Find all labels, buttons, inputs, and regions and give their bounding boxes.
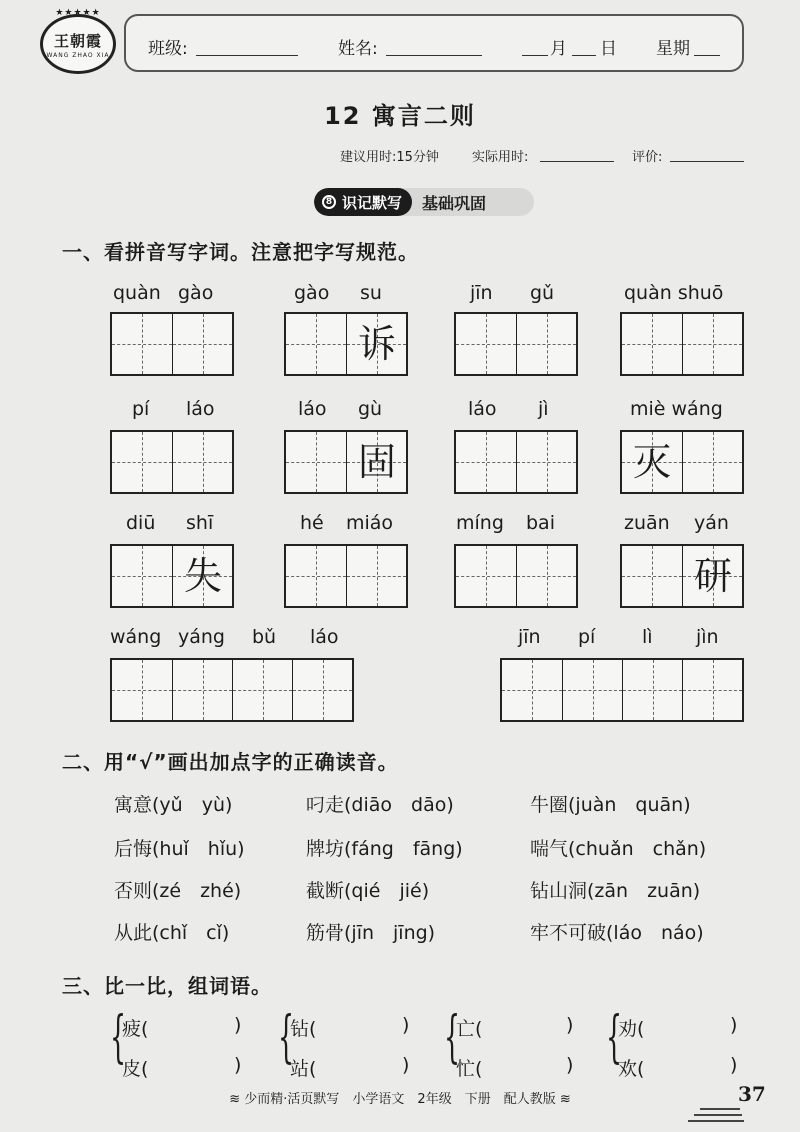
section2-heading: 二、用“√”画出加点字的正确读音。 [62,750,399,774]
pinyin: su [360,282,382,304]
footer-decoration [694,1114,742,1116]
class-label: 班级: [148,39,188,59]
pronunciation-item[interactable]: 截断(qié jié) [306,880,430,902]
close-paren: ) [566,1054,574,1076]
student-info-box [124,14,744,72]
pinyin: quàn shuō [624,282,724,304]
actual-time-field[interactable] [540,160,614,162]
badge-dark [314,188,412,216]
pronunciation-item[interactable]: 钻山洞(zān zuān) [530,880,701,902]
grid-cell[interactable] [682,314,742,374]
pronunciation-item[interactable]: 从此(chǐ cǐ) [114,922,230,944]
day-field[interactable] [572,54,596,56]
writing-grid[interactable] [284,544,408,608]
pinyin: jì [538,398,549,420]
pinyin: láo [310,626,339,648]
suggested-time: 建议用时:15分钟 [340,150,439,165]
logo-stars: ★★★★★ [55,8,101,18]
pinyin: wáng [110,626,162,648]
page-title: 12 寓言二则 [324,102,476,130]
pinyin: diū [126,512,156,534]
pinyin: bai [526,512,555,534]
grid-cell[interactable] [286,432,346,492]
pronunciation-item[interactable]: 寓意(yǔ yù) [114,794,233,816]
grid-cell[interactable] [286,314,346,374]
weekday-field[interactable] [694,54,720,56]
month-label: 月 [550,39,567,59]
pinyin: gào [178,282,214,304]
writing-grid[interactable] [284,312,408,376]
grid-cell[interactable] [112,314,172,374]
pinyin: bǔ [252,626,277,648]
grid-cell[interactable] [562,660,622,720]
pinyin: jīn [518,626,541,648]
pinyin: shī [186,512,214,534]
grid-cell[interactable]: 诉 [346,314,406,374]
grid-cell[interactable] [622,660,682,720]
word-pair-char: 疲( [122,1018,149,1040]
writing-grid[interactable] [454,544,578,608]
writing-grid[interactable] [110,658,354,722]
badge-dark-label: 识记默写 [342,193,403,212]
grid-cell[interactable] [682,660,742,720]
grid-cell[interactable] [622,546,682,606]
word-pair-char: 亡( [456,1018,483,1040]
close-paren: ) [234,1054,242,1076]
medal-icon: 8 [322,195,336,209]
grid-cell[interactable]: 研 [682,546,742,606]
footer-decoration [700,1108,740,1110]
name-label: 姓名: [338,39,378,59]
pronunciation-item[interactable]: 后悔(huǐ hǐu) [114,838,245,860]
section1-heading: 一、看拼音写字词。注意把字写规范。 [62,240,419,264]
grid-cell[interactable] [516,314,576,374]
pinyin: jīn [470,282,493,304]
grid-cell[interactable] [286,546,346,606]
pinyin: láo [186,398,215,420]
pinyin: míng [456,512,504,534]
footer-decoration [688,1120,744,1122]
logo-name: 王朝霞 [53,31,102,50]
pinyin: jìn [696,626,719,648]
word-pair-char: 忙( [456,1058,483,1080]
class-field[interactable] [196,54,298,56]
pinyin: láo [298,398,327,420]
rating-label: 评价: [632,150,663,165]
grid-cell[interactable]: 失 [172,546,232,606]
pronunciation-item[interactable]: 筋骨(jīn jīng) [306,922,436,944]
grid-cell[interactable] [172,314,232,374]
close-paren: ) [402,1054,410,1076]
writing-grid[interactable] [454,430,578,494]
grid-cell[interactable] [172,660,232,720]
grid-cell[interactable] [346,546,406,606]
grid-cell[interactable] [622,314,682,374]
pinyin: gào [294,282,330,304]
word-pair-char: 劝( [618,1018,645,1040]
name-field[interactable] [386,54,482,56]
section-badge [314,188,534,216]
brace-icon: { [278,1005,295,1070]
grid-cell[interactable] [456,432,516,492]
writing-grid[interactable] [110,312,234,376]
logo-subtitle: WANG ZHAO XIA [46,51,110,59]
grid-cell[interactable] [112,432,172,492]
pinyin: pí [132,398,150,420]
pronunciation-item[interactable]: 牛圈(juàn quān) [530,794,691,816]
grid-cell[interactable] [456,546,516,606]
writing-grid[interactable] [620,312,744,376]
word-pair-char: 欢( [618,1058,645,1080]
close-paren: ) [730,1014,738,1036]
writing-grid[interactable] [454,312,578,376]
weekday-label: 星期 [656,39,690,59]
grid-cell[interactable] [516,546,576,606]
grid-cell[interactable]: 固 [346,432,406,492]
grid-cell[interactable] [682,432,742,492]
pronunciation-item[interactable]: 叼走(diāo dāo) [306,794,454,816]
grid-cell[interactable] [232,660,292,720]
pinyin: gù [358,398,383,420]
pinyin: láo [468,398,497,420]
grid-cell[interactable] [292,660,352,720]
close-paren: ) [234,1014,242,1036]
footer-text: ≋ 少而精·活页默写 小学语文 2年级 下册 配人教版 ≋ [229,1092,571,1107]
pinyin: hé [300,512,324,534]
close-paren: ) [566,1014,574,1036]
writing-grid[interactable] [620,544,744,608]
brace-icon: { [110,1005,127,1070]
pinyin: yán [694,512,729,534]
brace-icon: { [606,1005,623,1070]
pinyin: yáng [178,626,225,648]
pinyin: pí [578,626,596,648]
grid-cell[interactable] [112,660,172,720]
pronunciation-item[interactable]: 喘气(chuǎn chǎn) [530,838,707,860]
pinyin: miè wáng [630,398,723,420]
actual-time-label: 实际用时: [472,150,529,165]
close-paren: ) [730,1054,738,1076]
writing-grid[interactable] [110,544,234,608]
pronunciation-item[interactable]: 否则(zé zhé) [114,880,242,902]
month-field[interactable] [522,54,548,56]
grid-cell[interactable] [502,660,562,720]
writing-grid[interactable] [284,430,408,494]
pinyin: gǔ [530,282,555,304]
word-pair-char: 皮( [122,1058,149,1080]
pinyin: quàn [113,282,161,304]
rating-field[interactable] [670,160,744,162]
section3-heading: 三、比一比，组词语。 [62,974,272,998]
pinyin: miáo [346,512,394,534]
grid-cell[interactable]: 灭 [622,432,682,492]
pronunciation-item[interactable]: 牌坊(fáng fāng) [306,838,463,860]
writing-grid[interactable] [620,430,744,494]
close-paren: ) [402,1014,410,1036]
badge-light-label: 基础巩固 [422,193,487,213]
grid-cell[interactable] [516,432,576,492]
word-pair-char: 站( [290,1058,317,1080]
writing-grid[interactable] [110,430,234,494]
day-label: 日 [600,39,617,59]
page-number: 37 [738,1082,766,1106]
word-pair-char: 钻( [290,1018,317,1040]
pronunciation-item[interactable]: 牢不可破(láo náo) [530,922,704,944]
pinyin: lì [642,626,653,648]
grid-cell[interactable] [456,314,516,374]
publisher-logo [40,8,116,74]
grid-cell[interactable] [112,546,172,606]
brace-icon: { [444,1005,461,1070]
grid-cell[interactable] [172,432,232,492]
writing-grid[interactable] [500,658,744,722]
pinyin: zuān [624,512,670,534]
